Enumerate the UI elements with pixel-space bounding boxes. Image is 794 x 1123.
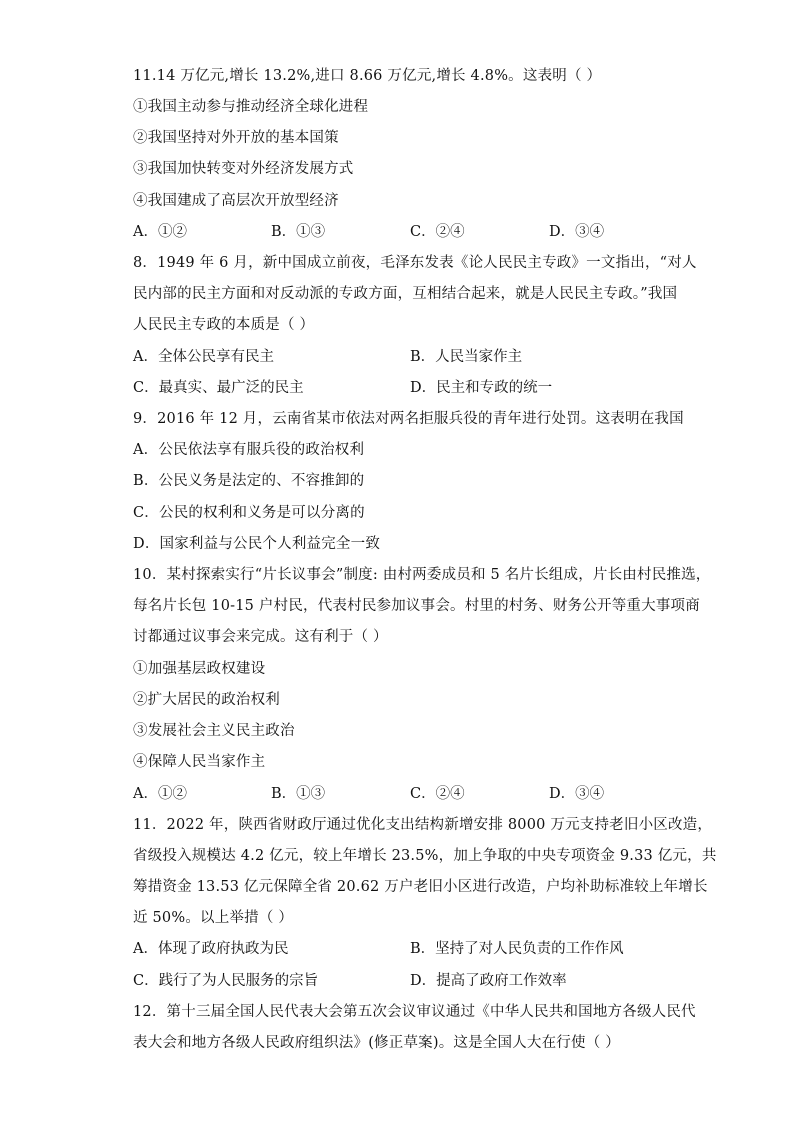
question-10-item-1: ①加强基层政权建设: [133, 661, 266, 677]
question-10-option-a: A．①②: [133, 786, 187, 802]
question-7-item-3: ③我国加快转变对外经济发展方式: [133, 161, 354, 177]
question-10-option-c: C．②④: [410, 786, 465, 802]
question-8-option-a: A．全体公民享有民主: [133, 349, 274, 365]
question-9-stem: 9．2016 年 12 月，云南省某市依法对两名拒服兵役的青年进行处罚。这表明在我国: [133, 411, 684, 427]
question-11-option-d: D．提高了政府工作效率: [410, 973, 567, 989]
question-11-stem-line-2: 省级投入规模达 4.2 亿元，较上年增长 23.5%，加上争取的中央专项资金 9.33 亿元，共: [133, 848, 717, 864]
question-12-stem-line-1: 12．第十三届全国人民代表大会第五次会议审议通过《中华人民共和国地方各级人民代: [133, 1004, 696, 1020]
question-10-stem-line-1: 10．某村探索实行“片长议事会”制度: 由村两委成员和 5 名片长组成，片长由村民推选，: [133, 567, 711, 583]
question-7-item-4: ④我国建成了高层次开放型经济: [133, 193, 339, 209]
question-8-stem-line-2: 民内部的民主方面和对反动派的专政方面，互相结合起来，就是人民民主专政。”我国: [133, 286, 678, 302]
question-7-option-c: C．②④: [410, 224, 465, 240]
question-8-option-b: B．人民当家作主: [410, 349, 523, 365]
question-9-option-d: D．国家利益与公民个人利益完全一致: [133, 536, 381, 552]
question-7-option-a: A．①②: [133, 224, 187, 240]
question-10-item-2: ②扩大居民的政治权利: [133, 692, 280, 708]
question-8-stem-line-1: 8．1949 年 6 月，新中国成立前夜，毛泽东发表《论人民民主专政》一文指出，“对人: [133, 255, 697, 271]
question-9-option-b: B．公民义务是法定的、不容推卸的: [133, 473, 365, 489]
question-11-stem-line-4: 近 50%。以上举措（ ）: [133, 910, 294, 926]
question-8-option-c: C．最真实、最广泛的民主: [133, 380, 304, 396]
question-7-item-2: ②我国坚持对外开放的基本国策: [133, 130, 339, 146]
question-10-stem-line-3: 讨都通过议事会来完成。这有利于（ ）: [133, 629, 388, 645]
question-10-option-d: D．③④: [549, 786, 605, 802]
question-10-stem-line-2: 每名片长包 10-15 户村民，代表村民参加议事会。村里的村务、财务公开等重大事项商: [133, 598, 700, 614]
question-11-option-c: C．践行了为人民服务的宗旨: [133, 973, 319, 989]
question-12-stem-line-2: 表大会和地方各级人民政府组织法》(修正草案)。这是全国人大在行使（ ）: [133, 1035, 620, 1051]
question-7-stem: 11.14 万亿元,增长 13.2%,进口 8.66 万亿元,增长 4.8%。这表明（ ）: [133, 68, 602, 84]
question-10-option-b: B．①③: [271, 786, 326, 802]
question-9-option-a: A．公民依法享有服兵役的政治权利: [133, 442, 365, 458]
question-9-option-c: C．公民的权利和义务是可以分离的: [133, 505, 365, 521]
question-7-item-1: ①我国主动参与推动经济全球化进程: [133, 99, 369, 115]
question-7-option-d: D．③④: [549, 224, 605, 240]
question-8-option-d: D．民主和专政的统一: [410, 380, 553, 396]
question-11-stem-line-3: 筹措资金 13.53 亿元保障全省 20.62 万户老旧小区进行改造，户均补助标准较上年增长: [133, 879, 708, 895]
question-11-stem-line-1: 11．2022 年，陕西省财政厅通过优化支出结构新增安排 8000 万元支持老旧小区改造，: [133, 817, 713, 833]
question-7-option-b: B．①③: [271, 224, 326, 240]
question-11-option-b: B．坚持了对人民负责的工作作风: [410, 941, 624, 957]
question-8-stem-line-3: 人民民主专政的本质是（ ）: [133, 317, 315, 333]
question-10-item-3: ③发展社会主义民主政治: [133, 723, 295, 739]
question-10-item-4: ④保障人民当家作主: [133, 754, 266, 770]
question-11-option-a: A．体现了政府执政为民: [133, 941, 289, 957]
